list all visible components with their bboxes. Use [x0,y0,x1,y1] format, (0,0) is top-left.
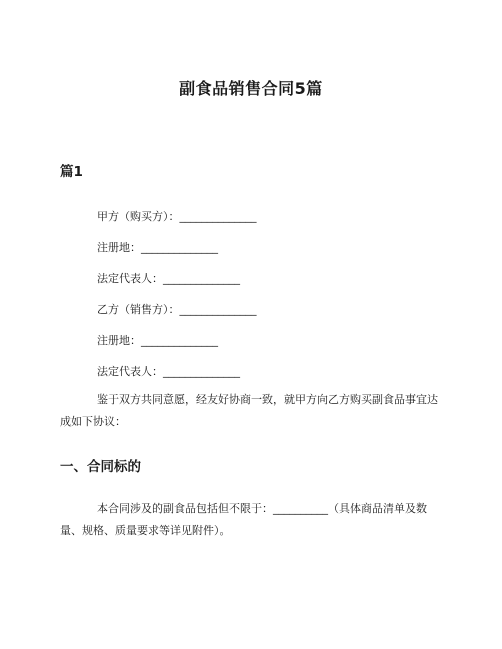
contract-subject-paragraph: 本合同涉及的副食品包括但不限于：__________（具体商品清单及数量、规格、质量要求等详见附件）。 [60,502,427,537]
party-a-role: 甲方（购买方）：______________ [97,210,257,223]
part-heading: 篇1 [60,164,83,180]
party-b-role: 乙方（销售方）：______________ [97,303,257,316]
preamble-paragraph: 鉴于双方共同意愿，经友好协商一致，就甲方向乙方购买副食品事宜达成如下协议： [60,393,438,428]
section-heading-contract-subject: 一、合同标的 [60,459,141,475]
party-a-representative: 法定代表人：______________ [97,272,240,285]
party-b-representative: 法定代表人：______________ [97,365,240,378]
document-title: 副食品销售合同5篇 [179,79,323,98]
party-a-address: 注册地：______________ [97,241,218,254]
party-b-address: 注册地：______________ [97,334,218,347]
